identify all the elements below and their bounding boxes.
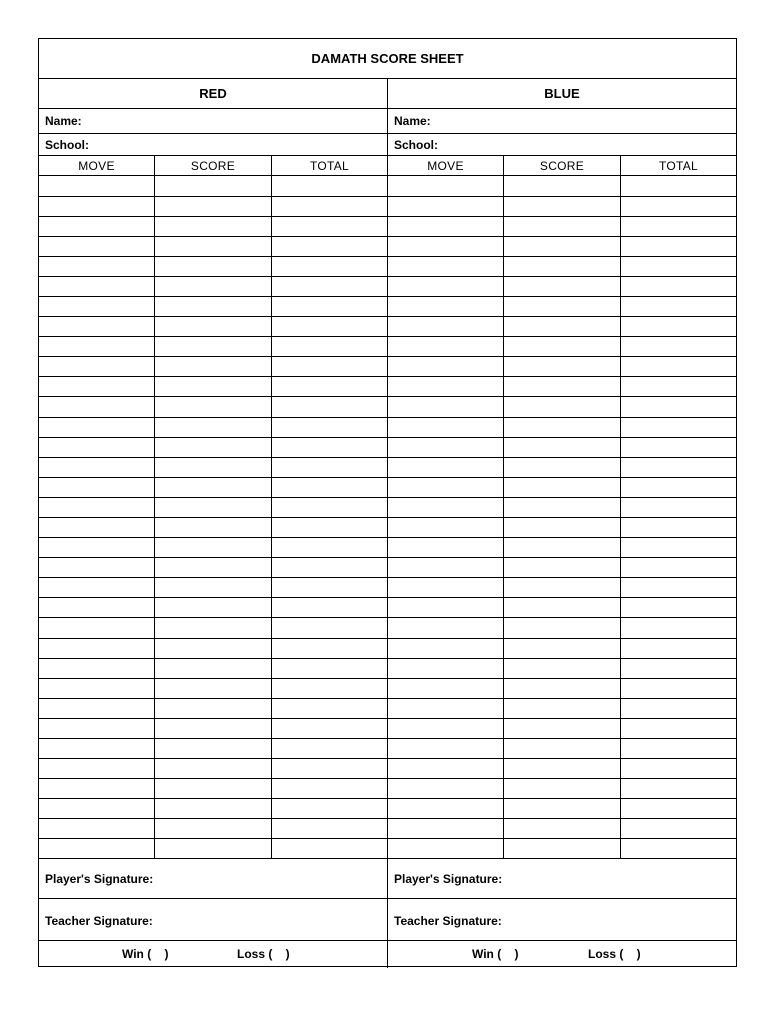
blue-total-cell[interactable] (621, 317, 736, 338)
blue-total-cell[interactable] (621, 658, 736, 679)
blue-move-cell[interactable] (388, 819, 504, 840)
blue-total-cell[interactable] (621, 276, 736, 297)
blue-total-cell[interactable] (621, 357, 736, 378)
blue-score-cell[interactable] (504, 558, 621, 579)
red-score-cell[interactable] (155, 678, 272, 699)
blue-score-cell[interactable] (504, 417, 621, 438)
red-col-score: SCORE (155, 156, 272, 176)
red-total-cell[interactable] (272, 497, 387, 518)
blue-total-cell[interactable] (621, 578, 736, 599)
red-total-cell[interactable] (272, 598, 387, 619)
red-score-cell[interactable] (155, 236, 272, 257)
blue-move-cell[interactable] (388, 638, 504, 659)
blue-win[interactable]: Win ( ) (472, 947, 519, 961)
red-score-cell[interactable] (155, 417, 272, 438)
red-score-cell[interactable] (155, 216, 272, 237)
blue-total-cell[interactable] (621, 196, 736, 217)
red-score-cell[interactable] (155, 638, 272, 659)
red-heading: RED (39, 79, 387, 109)
red-move-cell[interactable] (39, 196, 155, 217)
blue-move-cell[interactable] (388, 196, 504, 217)
blue-total-cell[interactable] (621, 297, 736, 318)
red-total-cell[interactable] (272, 437, 387, 458)
red-score-cell[interactable] (155, 297, 272, 318)
red-total-cell[interactable] (272, 698, 387, 719)
red-move-cell[interactable] (39, 497, 155, 518)
blue-score-cell[interactable] (504, 297, 621, 318)
red-total-cell[interactable] (272, 457, 387, 478)
blue-total-cell[interactable] (621, 779, 736, 800)
red-move-cell[interactable] (39, 678, 155, 699)
blue-total-cell[interactable] (621, 176, 736, 197)
blue-move-cell[interactable] (388, 417, 504, 438)
blue-move-cell[interactable] (388, 397, 504, 418)
red-move-cell[interactable] (39, 337, 155, 358)
red-total-cell[interactable] (272, 618, 387, 639)
red-total-cell[interactable] (272, 558, 387, 579)
red-total-cell[interactable] (272, 176, 387, 197)
red-result (39, 941, 387, 967)
blue-move-cell[interactable] (388, 618, 504, 639)
red-total-cell[interactable] (272, 196, 387, 217)
blue-score-cell[interactable] (504, 497, 621, 518)
red-total-cell[interactable] (272, 337, 387, 358)
red-move-cell[interactable] (39, 317, 155, 338)
blue-score-cell[interactable] (504, 317, 621, 338)
blue-score-cell[interactable] (504, 638, 621, 659)
blue-move-cell[interactable] (388, 799, 504, 820)
blue-move-cell[interactable] (388, 176, 504, 197)
blue-total-cell[interactable] (621, 397, 736, 418)
red-move-cell[interactable] (39, 779, 155, 800)
blue-score-cell[interactable] (504, 678, 621, 699)
red-score-cell[interactable] (155, 618, 272, 639)
blue-score-cell[interactable] (504, 457, 621, 478)
red-total-cell[interactable] (272, 518, 387, 539)
blue-total-cell[interactable] (621, 839, 736, 860)
blue-move-cell[interactable] (388, 779, 504, 800)
red-move-cell[interactable] (39, 538, 155, 559)
red-move-cell[interactable] (39, 738, 155, 759)
blue-total-cell[interactable] (621, 759, 736, 780)
blue-total-cell[interactable] (621, 256, 736, 277)
blue-score-cell[interactable] (504, 718, 621, 739)
red-score-cell[interactable] (155, 598, 272, 619)
blue-move-cell[interactable] (388, 357, 504, 378)
blue-score-cell[interactable] (504, 759, 621, 780)
blue-total-cell[interactable] (621, 538, 736, 559)
red-total-cell[interactable] (272, 357, 387, 378)
blue-score-cell[interactable] (504, 618, 621, 639)
blue-total-cell[interactable] (621, 678, 736, 699)
red-name-field[interactable] (39, 109, 387, 134)
blue-move-cell[interactable] (388, 718, 504, 739)
blue-score-cell[interactable] (504, 236, 621, 257)
blue-total-cell[interactable] (621, 437, 736, 458)
red-score-cell[interactable] (155, 738, 272, 759)
center-divider (387, 79, 388, 968)
blue-total-cell[interactable] (621, 377, 736, 398)
red-total-cell[interactable] (272, 276, 387, 297)
red-score-cell[interactable] (155, 357, 272, 378)
blue-score-cell[interactable] (504, 477, 621, 498)
red-move-cell[interactable] (39, 176, 155, 197)
red-total-cell[interactable] (272, 819, 387, 840)
blue-score-cell[interactable] (504, 397, 621, 418)
blue-move-cell[interactable] (388, 658, 504, 679)
blue-player-signature-label: Player's Signature: (394, 871, 503, 886)
blue-col-move: MOVE (388, 156, 504, 176)
blue-move-cell[interactable] (388, 437, 504, 458)
red-score-cell[interactable] (155, 558, 272, 579)
red-teacher-signature[interactable] (39, 901, 387, 941)
blue-score-cell[interactable] (504, 196, 621, 217)
red-score-cell[interactable] (155, 477, 272, 498)
red-score-cell[interactable] (155, 759, 272, 780)
red-total-cell[interactable] (272, 397, 387, 418)
blue-name-label: Name: (394, 114, 431, 128)
red-total-cell[interactable] (272, 477, 387, 498)
blue-move-cell[interactable] (388, 759, 504, 780)
red-move-cell[interactable] (39, 839, 155, 860)
red-score-cell[interactable] (155, 497, 272, 518)
red-score-cell[interactable] (155, 839, 272, 860)
blue-total-cell[interactable] (621, 618, 736, 639)
red-total-cell[interactable] (272, 377, 387, 398)
blue-total-cell[interactable] (621, 738, 736, 759)
blue-score-cell[interactable] (504, 437, 621, 458)
red-score-cell[interactable] (155, 176, 272, 197)
red-score-cell[interactable] (155, 698, 272, 719)
blue-score-cell[interactable] (504, 276, 621, 297)
blue-score-cell[interactable] (504, 377, 621, 398)
blue-total-cell[interactable] (621, 698, 736, 719)
red-move-cell[interactable] (39, 417, 155, 438)
blue-col-score: SCORE (504, 156, 621, 176)
red-score-cell[interactable] (155, 578, 272, 599)
red-move-cell[interactable] (39, 397, 155, 418)
red-name-label: Name: (45, 114, 82, 128)
blue-move-cell[interactable] (388, 578, 504, 599)
red-score-cell[interactable] (155, 779, 272, 800)
red-total-cell[interactable] (272, 417, 387, 438)
blue-total-cell[interactable] (621, 718, 736, 739)
blue-total-cell[interactable] (621, 558, 736, 579)
red-total-cell[interactable] (272, 538, 387, 559)
sheet-title: DAMATH SCORE SHEET (39, 39, 736, 79)
red-score-cell[interactable] (155, 337, 272, 358)
blue-move-cell[interactable] (388, 256, 504, 277)
blue-score-cell[interactable] (504, 518, 621, 539)
red-total-cell[interactable] (272, 658, 387, 679)
red-score-cell[interactable] (155, 196, 272, 217)
blue-total-cell[interactable] (621, 477, 736, 498)
blue-col-total: TOTAL (621, 156, 736, 176)
red-move-cell[interactable] (39, 256, 155, 277)
red-player-signature-label: Player's Signature: (45, 871, 154, 886)
blue-score-cell[interactable] (504, 256, 621, 277)
red-total-cell[interactable] (272, 738, 387, 759)
blue-total-cell[interactable] (621, 457, 736, 478)
red-score-cell[interactable] (155, 377, 272, 398)
blue-move-cell[interactable] (388, 317, 504, 338)
blue-move-cell[interactable] (388, 377, 504, 398)
red-move-cell[interactable] (39, 276, 155, 297)
blue-total-cell[interactable] (621, 799, 736, 820)
blue-move-cell[interactable] (388, 477, 504, 498)
red-school-field[interactable] (39, 134, 387, 156)
red-move-cell[interactable] (39, 558, 155, 579)
blue-heading: BLUE (388, 79, 736, 109)
red-total-cell[interactable] (272, 799, 387, 820)
blue-score-cell[interactable] (504, 839, 621, 860)
red-move-cell[interactable] (39, 698, 155, 719)
blue-score-cell[interactable] (504, 738, 621, 759)
red-col-total: TOTAL (272, 156, 387, 176)
red-move-cell[interactable] (39, 718, 155, 739)
red-score-cell[interactable] (155, 317, 272, 338)
blue-player-signature[interactable] (388, 859, 736, 899)
red-total-cell[interactable] (272, 317, 387, 338)
blue-teacher-signature-label: Teacher Signature: (394, 913, 502, 928)
blue-total-cell[interactable] (621, 417, 736, 438)
red-move-cell[interactable] (39, 377, 155, 398)
red-school-label: School: (45, 138, 89, 152)
red-score-cell[interactable] (155, 276, 272, 297)
red-move-cell[interactable] (39, 236, 155, 257)
red-move-cell[interactable] (39, 357, 155, 378)
red-move-cell[interactable] (39, 297, 155, 318)
red-total-cell[interactable] (272, 256, 387, 277)
red-total-cell[interactable] (272, 839, 387, 860)
blue-score-cell[interactable] (504, 578, 621, 599)
red-score-cell[interactable] (155, 397, 272, 418)
red-total-cell[interactable] (272, 638, 387, 659)
red-score-cell[interactable] (155, 658, 272, 679)
red-total-cell[interactable] (272, 759, 387, 780)
red-score-cell[interactable] (155, 256, 272, 277)
red-teacher-signature-label: Teacher Signature: (45, 913, 153, 928)
red-move-cell[interactable] (39, 518, 155, 539)
blue-move-cell[interactable] (388, 457, 504, 478)
blue-score-cell[interactable] (504, 538, 621, 559)
red-total-cell[interactable] (272, 297, 387, 318)
blue-move-cell[interactable] (388, 236, 504, 257)
blue-move-cell[interactable] (388, 337, 504, 358)
blue-total-cell[interactable] (621, 216, 736, 237)
blue-move-cell[interactable] (388, 276, 504, 297)
blue-total-cell[interactable] (621, 497, 736, 518)
blue-teacher-signature[interactable] (388, 901, 736, 941)
red-win[interactable]: Win ( ) (122, 947, 169, 961)
red-total-cell[interactable] (272, 216, 387, 237)
blue-score-cell[interactable] (504, 357, 621, 378)
red-total-cell[interactable] (272, 678, 387, 699)
blue-total-cell[interactable] (621, 337, 736, 358)
red-total-cell[interactable] (272, 779, 387, 800)
blue-score-cell[interactable] (504, 658, 621, 679)
blue-total-cell[interactable] (621, 819, 736, 840)
red-move-cell[interactable] (39, 477, 155, 498)
red-move-cell[interactable] (39, 598, 155, 619)
blue-move-cell[interactable] (388, 738, 504, 759)
blue-move-cell[interactable] (388, 297, 504, 318)
blue-score-cell[interactable] (504, 598, 621, 619)
red-score-cell[interactable] (155, 718, 272, 739)
red-score-cell[interactable] (155, 538, 272, 559)
blue-school-label: School: (394, 138, 438, 152)
red-player-signature[interactable] (39, 859, 387, 899)
blue-move-cell[interactable] (388, 497, 504, 518)
blue-move-cell[interactable] (388, 698, 504, 719)
blue-total-cell[interactable] (621, 236, 736, 257)
red-loss[interactable]: Loss ( ) (237, 947, 290, 961)
blue-score-cell[interactable] (504, 779, 621, 800)
red-move-cell[interactable] (39, 799, 155, 820)
red-move-cell[interactable] (39, 759, 155, 780)
blue-move-cell[interactable] (388, 216, 504, 237)
blue-score-cell[interactable] (504, 799, 621, 820)
red-move-cell[interactable] (39, 578, 155, 599)
blue-move-cell[interactable] (388, 839, 504, 860)
blue-move-cell[interactable] (388, 558, 504, 579)
red-score-cell[interactable] (155, 457, 272, 478)
red-score-cell[interactable] (155, 518, 272, 539)
red-total-cell[interactable] (272, 236, 387, 257)
blue-move-cell[interactable] (388, 538, 504, 559)
blue-score-cell[interactable] (504, 698, 621, 719)
blue-move-cell[interactable] (388, 598, 504, 619)
blue-move-cell[interactable] (388, 678, 504, 699)
red-total-cell[interactable] (272, 718, 387, 739)
red-move-cell[interactable] (39, 618, 155, 639)
blue-school-field[interactable] (388, 134, 736, 156)
red-move-cell[interactable] (39, 216, 155, 237)
red-move-cell[interactable] (39, 638, 155, 659)
red-move-cell[interactable] (39, 457, 155, 478)
blue-score-cell[interactable] (504, 176, 621, 197)
blue-loss[interactable]: Loss ( ) (588, 947, 641, 961)
red-move-cell[interactable] (39, 437, 155, 458)
red-move-cell[interactable] (39, 658, 155, 679)
blue-score-cell[interactable] (504, 337, 621, 358)
red-score-cell[interactable] (155, 819, 272, 840)
blue-total-cell[interactable] (621, 638, 736, 659)
blue-score-cell[interactable] (504, 819, 621, 840)
blue-total-cell[interactable] (621, 598, 736, 619)
red-total-cell[interactable] (272, 578, 387, 599)
red-score-cell[interactable] (155, 437, 272, 458)
red-move-cell[interactable] (39, 819, 155, 840)
red-score-cell[interactable] (155, 799, 272, 820)
red-col-move: MOVE (39, 156, 155, 176)
blue-score-cell[interactable] (504, 216, 621, 237)
blue-total-cell[interactable] (621, 518, 736, 539)
blue-name-field[interactable] (388, 109, 736, 134)
blue-move-cell[interactable] (388, 518, 504, 539)
score-sheet (38, 38, 737, 967)
blue-result (388, 941, 736, 967)
